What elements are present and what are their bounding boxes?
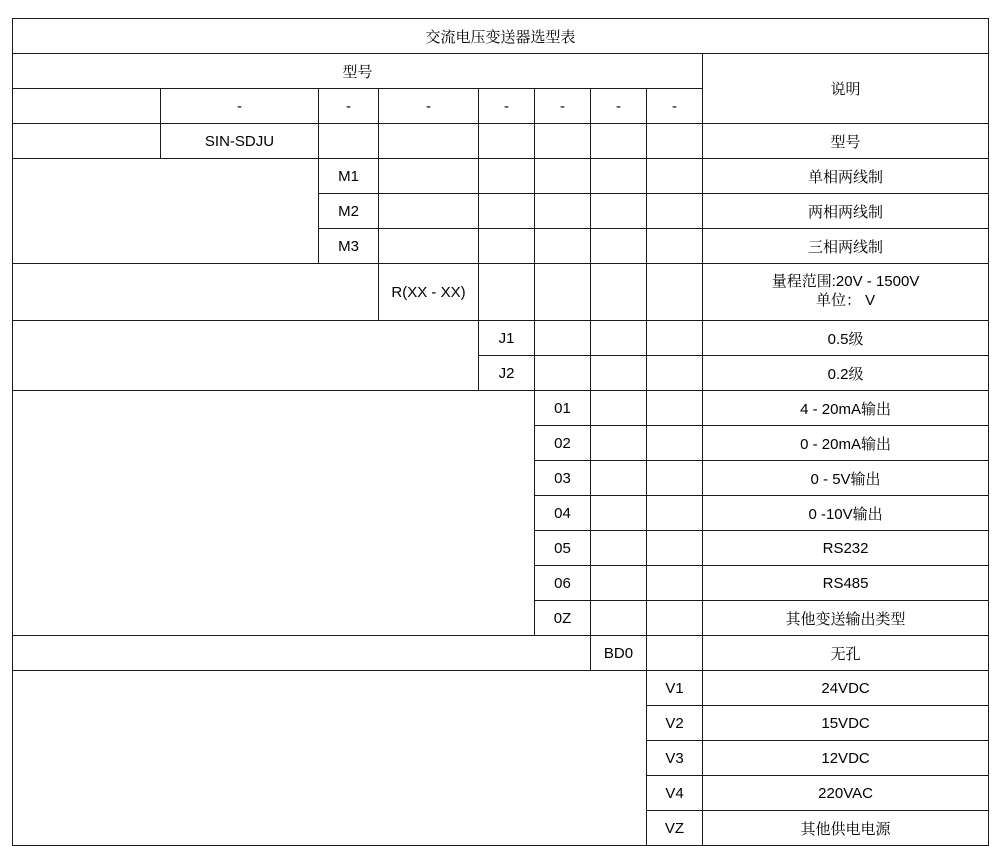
desc-cell-01: 4 - 20mA输出 [703, 391, 989, 426]
empty-cell [647, 531, 703, 566]
desc-cell-m1: 单相两线制 [703, 159, 989, 194]
desc-cell-m2: 两相两线制 [703, 194, 989, 229]
code-cell-model: SIN-SDJU [161, 124, 319, 159]
group-label-instrument-type: 仪表类型 [13, 159, 319, 264]
table-row [13, 671, 989, 706]
empty-cell [591, 356, 647, 391]
empty-cell [647, 321, 703, 356]
desc-cell-0z: 其他变送输出类型 [703, 601, 989, 636]
empty-cell [647, 426, 703, 461]
desc-cell-02: 0 - 20mA输出 [703, 426, 989, 461]
code-cell-m2: M2 [319, 194, 379, 229]
empty-cell [647, 601, 703, 636]
desc-cell-v3: 12VDC [703, 741, 989, 776]
empty-cell [535, 229, 591, 264]
dash-cell-6: - [591, 89, 647, 124]
empty-cell [379, 229, 479, 264]
empty-cell [647, 391, 703, 426]
table-row [13, 124, 989, 159]
table-row [13, 391, 989, 426]
empty-cell [319, 124, 379, 159]
empty-cell [647, 566, 703, 601]
empty-cell [591, 321, 647, 356]
selection-table [12, 18, 989, 846]
code-cell-m3: M3 [319, 229, 379, 264]
group-label-model: 型号 [13, 124, 161, 159]
table-title-row [13, 19, 989, 54]
empty-cell [591, 124, 647, 159]
empty-cell [535, 124, 591, 159]
empty-cell [647, 496, 703, 531]
group-label-range: 量程范围 [13, 264, 379, 321]
empty-cell [591, 461, 647, 496]
empty-cell [479, 124, 535, 159]
desc-cell-range [703, 264, 989, 321]
desc-cell-v4: 220VAC [703, 776, 989, 811]
empty-cell [479, 159, 535, 194]
desc-cell-j1: 0.5级 [703, 321, 989, 356]
table-header-row [13, 54, 989, 89]
empty-cell [647, 461, 703, 496]
empty-cell [591, 566, 647, 601]
table-row [13, 264, 989, 321]
code-cell-v1: V1 [647, 671, 703, 706]
empty-cell [591, 531, 647, 566]
code-cell-v4: V4 [647, 776, 703, 811]
empty-cell [379, 159, 479, 194]
code-cell-02: 02 [535, 426, 591, 461]
desc-cell-range-line2: 单位： V [815, 292, 876, 309]
dash-cell-7: - [647, 89, 703, 124]
desc-cell-05: RS232 [703, 531, 989, 566]
code-cell-bd0: BD0 [591, 636, 647, 671]
empty-cell [479, 194, 535, 229]
empty-cell [647, 159, 703, 194]
empty-cell [535, 194, 591, 229]
desc-cell-03: 0 - 5V输出 [703, 461, 989, 496]
dash-cell-3: - [379, 89, 479, 124]
desc-cell-range-line1: 量程范围:20V - 1500V [771, 273, 920, 291]
code-cell-j1: J1 [479, 321, 535, 356]
empty-cell [591, 601, 647, 636]
empty-cell [379, 124, 479, 159]
dash-cell-0 [13, 89, 161, 124]
empty-cell [479, 229, 535, 264]
empty-cell [647, 356, 703, 391]
code-cell-06: 06 [535, 566, 591, 601]
empty-cell [535, 321, 591, 356]
desc-cell-vz: 其他供电电源 [703, 811, 989, 846]
empty-cell [647, 264, 703, 321]
table-row [13, 321, 989, 356]
empty-cell [591, 159, 647, 194]
code-cell-vz: VZ [647, 811, 703, 846]
code-cell-01: 01 [535, 391, 591, 426]
code-cell-03: 03 [535, 461, 591, 496]
empty-cell [591, 426, 647, 461]
code-cell-range: R(XX - XX) [379, 264, 479, 321]
empty-cell [535, 159, 591, 194]
dash-cell-5: - [535, 89, 591, 124]
group-label-aperture: 孔径 [13, 636, 591, 671]
empty-cell [647, 229, 703, 264]
empty-cell [647, 636, 703, 671]
table-title: 交流电压变送器选型表 [13, 19, 989, 54]
empty-cell [591, 264, 647, 321]
dash-cell-1: - [161, 89, 319, 124]
empty-cell [535, 264, 591, 321]
group-label-output-type: 变送输出类型 [13, 391, 535, 636]
empty-cell [647, 194, 703, 229]
header-desc-label: 说明 [703, 54, 989, 124]
table-row [13, 159, 989, 194]
group-label-power-supply: 供电电源 [13, 671, 647, 846]
code-cell-m1: M1 [319, 159, 379, 194]
code-cell-v3: V3 [647, 741, 703, 776]
dash-cell-4: - [479, 89, 535, 124]
empty-cell [535, 356, 591, 391]
code-cell-04: 04 [535, 496, 591, 531]
code-cell-0z: 0Z [535, 601, 591, 636]
code-cell-05: 05 [535, 531, 591, 566]
code-cell-j2: J2 [479, 356, 535, 391]
desc-cell-v1: 24VDC [703, 671, 989, 706]
desc-cell-v2: 15VDC [703, 706, 989, 741]
desc-cell-04: 0 -10V输出 [703, 496, 989, 531]
empty-cell [591, 496, 647, 531]
empty-cell [647, 124, 703, 159]
empty-cell [379, 194, 479, 229]
empty-cell [591, 391, 647, 426]
desc-cell-bd0: 无孔 [703, 636, 989, 671]
table-row [13, 636, 989, 671]
empty-cell [591, 194, 647, 229]
empty-cell [479, 264, 535, 321]
desc-cell-m3: 三相两线制 [703, 229, 989, 264]
desc-cell-j2: 0.2级 [703, 356, 989, 391]
group-label-accuracy: 精度等级 [13, 321, 479, 391]
code-cell-v2: V2 [647, 706, 703, 741]
dash-cell-2: - [319, 89, 379, 124]
desc-cell-06: RS485 [703, 566, 989, 601]
empty-cell [591, 229, 647, 264]
header-model-label: 型号 [13, 54, 703, 89]
desc-cell-model: 型号 [703, 124, 989, 159]
